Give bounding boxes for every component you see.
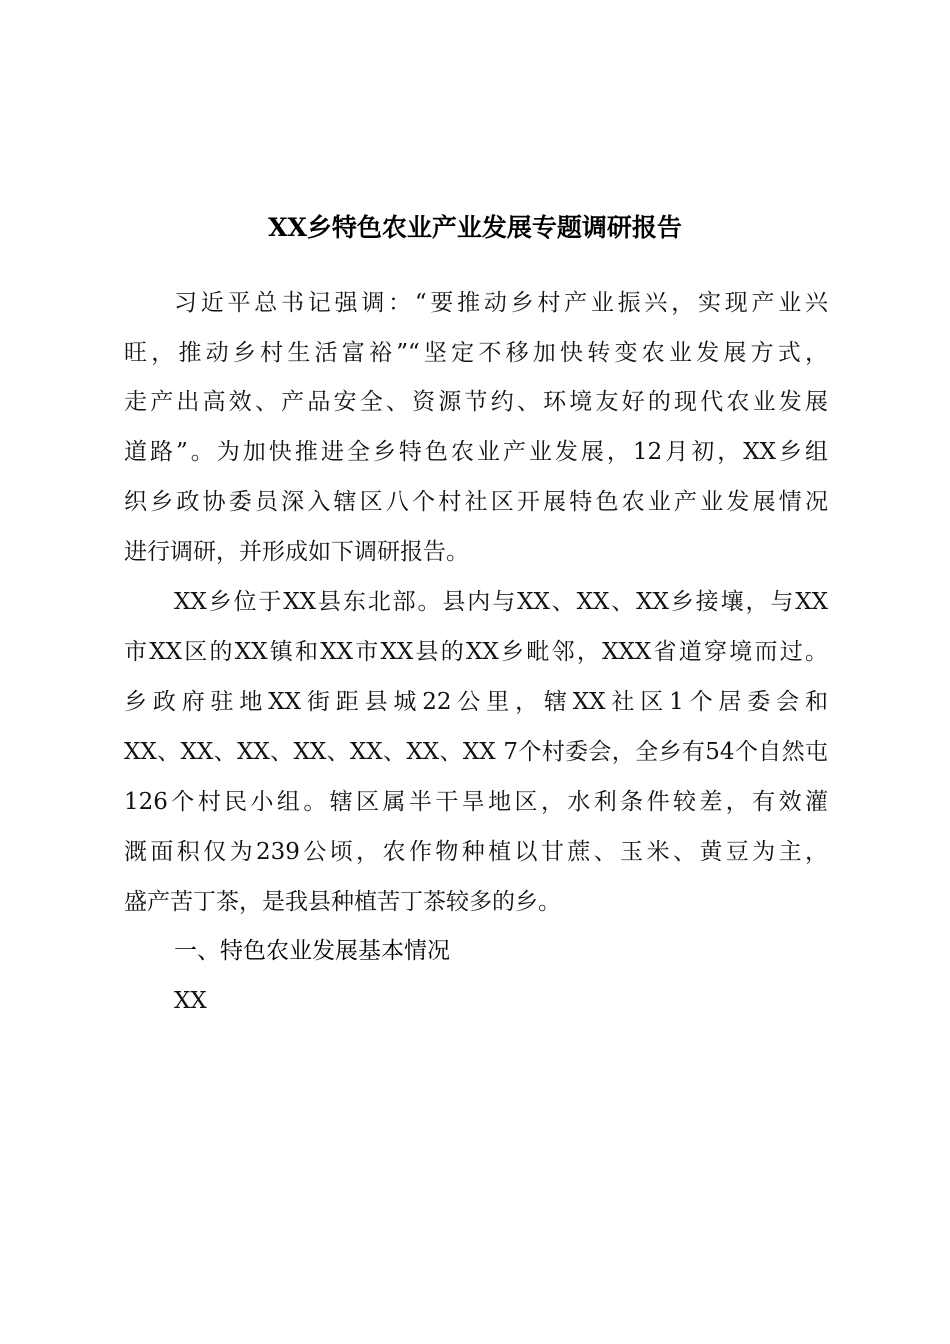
paragraph-1-line-1: 习近平总书记强调：“要推动乡村产业振兴，实现产业兴	[174, 290, 828, 316]
paragraph-2-line-6: 溉面积仅为239公顷，农作物种植以甘蔗、玉米、黄豆为主，	[124, 839, 828, 865]
paragraph-2-line-7: 盛产苦丁茶，是我县种植苦丁茶较多的乡。	[124, 889, 561, 915]
paragraph-2-line-1: XX乡位于XX县东北部。县内与XX、XX、XX乡接壤，与XX	[174, 589, 828, 615]
paragraph-2-line-5: 126个村民小组。辖区属半干旱地区，水利条件较差，有效灌	[124, 789, 828, 815]
paragraph-2-line-2: 市XX区的XX镇和XX市XX县的XX乡毗邻，XXX省道穿境而过。	[124, 639, 828, 665]
section-1-heading: 一、特色农业发展基本情况	[174, 938, 450, 964]
paragraph-1-line-6: 进行调研，并形成如下调研报告。	[124, 539, 469, 565]
paragraph-2-line-4: XX、XX、XX、XX、XX、XX、XX 7个村委会，全乡有54个自然屯	[124, 739, 828, 765]
paragraph-1-line-2: 旺，推动乡村生活富裕”“坚定不移加快转变农业发展方式，	[124, 340, 828, 366]
document-title: XX乡特色农业产业发展专题调研报告	[268, 213, 682, 242]
section-1-text: XX	[174, 988, 207, 1014]
paragraph-1-line-4: 道路”。为加快推进全乡特色农业产业发展，12月初，XX乡组	[124, 439, 828, 465]
paragraph-1-line-3: 走产出高效、产品安全、资源节约、环境友好的现代农业发展	[124, 389, 828, 415]
paragraph-2-line-3: 乡政府驻地XX街距县城22公里，辖XX社区1个居委会和	[124, 689, 828, 715]
paragraph-1-line-5: 织乡政协委员深入辖区八个村社区开展特色农业产业发展情况	[124, 489, 828, 515]
